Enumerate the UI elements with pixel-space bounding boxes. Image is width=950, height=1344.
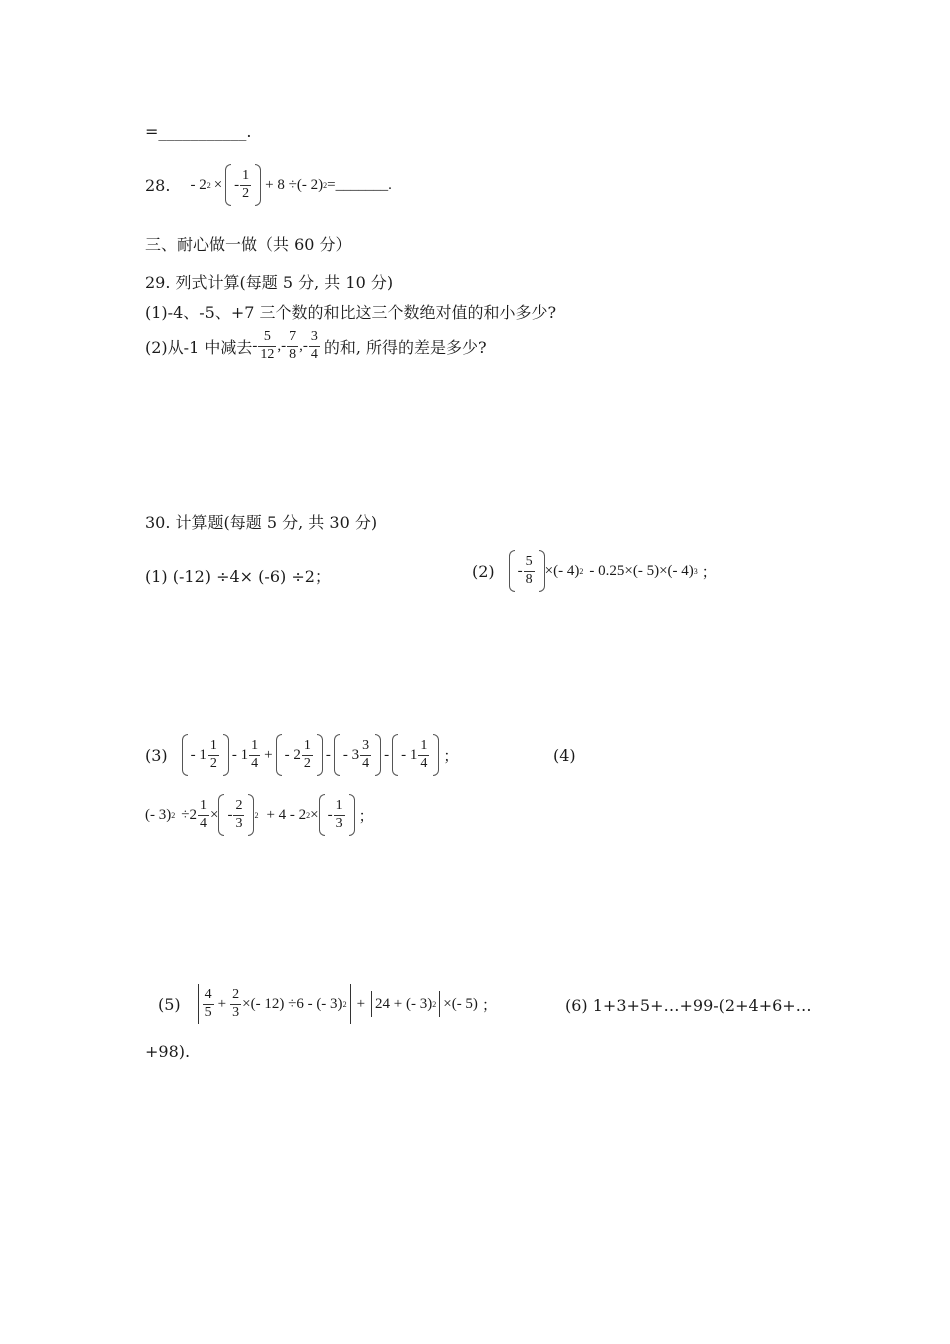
answer-line-27 (145, 122, 252, 141)
exponent: 2 (171, 810, 176, 820)
fraction-list (252, 330, 321, 362)
semicolon: ； (701, 564, 717, 581)
numerator: 3 (310, 329, 318, 344)
denominator: 5 (204, 1004, 212, 1020)
times-sign: × (209, 806, 219, 823)
term: + 4 - 2 (266, 806, 307, 823)
minus: - (252, 337, 258, 354)
exponent: 2 (579, 566, 584, 576)
numerator: 1 (209, 737, 217, 753)
term: ×(- 4) (544, 562, 580, 579)
question-number: 28. (145, 175, 171, 195)
numerator: 1 (242, 167, 250, 183)
fraction (258, 330, 276, 362)
minus: - (517, 562, 523, 579)
numerator: 1 (420, 737, 428, 753)
exponent: 2 (342, 999, 347, 1009)
part-text: (2)从-1 中减去 (145, 337, 253, 357)
fraction (360, 739, 371, 771)
semicolon: ； (443, 748, 459, 765)
parenthesized-mixed-number (392, 734, 439, 776)
section-heading: 三、耐心做一做（共 60 分） (145, 235, 352, 254)
fraction (249, 739, 260, 771)
fraction (302, 739, 313, 771)
semicolon: ； (358, 808, 374, 825)
plus-sign: + (264, 746, 273, 763)
term: - 1 (190, 746, 207, 763)
question-30-part-4 (145, 794, 374, 836)
minus: - (325, 746, 331, 763)
question-30-part-4-label: (4) (553, 746, 576, 765)
term: ×(- 12) ÷6 - (- 3) (242, 995, 343, 1012)
denominator: 4 (251, 755, 259, 771)
numerator: 2 (232, 986, 240, 1002)
denominator: 4 (420, 755, 428, 771)
term: + 8 ÷(- 2) (265, 176, 324, 193)
part-label: (5) (158, 994, 181, 1014)
part-3-expression (182, 734, 459, 776)
fraction (208, 739, 219, 771)
question-30-part-6: (6) 1+3+5+…+99-(2+4+6+… (565, 996, 812, 1015)
minus: - (227, 806, 233, 823)
exponent: 2 (432, 999, 437, 1009)
equals-sign: = (145, 122, 159, 141)
part-label: (2) (472, 561, 495, 581)
part-label: (3) (145, 745, 168, 765)
parenthesized-mixed-number (276, 734, 323, 776)
denominator: 2 (303, 755, 311, 771)
denominator: 3 (335, 815, 343, 831)
separator: ,- (277, 337, 287, 354)
fraction (198, 799, 209, 831)
equals-sign: = (327, 176, 336, 193)
exponent: 2 (306, 810, 311, 820)
fraction (203, 988, 214, 1020)
term: 24 + (- 3) (375, 995, 433, 1012)
term: - 1 (401, 746, 418, 763)
denominator: 3 (232, 1004, 240, 1020)
question-30-part-3 (145, 734, 458, 776)
denominator: 2 (242, 185, 250, 201)
parenthesized-fraction (319, 794, 355, 836)
denominator: 4 (310, 346, 318, 362)
times-sign: × (310, 806, 319, 823)
separator: ,- (299, 337, 308, 354)
denominator: 8 (289, 346, 297, 362)
times-sign: × (213, 176, 223, 193)
term: ÷2 (181, 806, 197, 823)
fraction (334, 799, 345, 831)
q28-expression (190, 164, 391, 206)
question-29-part-2 (145, 330, 487, 362)
question-30-part-1: (1) (-12) ÷4× (-6) ÷2； (145, 567, 331, 586)
semicolon: ； (481, 997, 497, 1014)
term: - 0.25×(- 5)×(- 4) (589, 562, 694, 579)
numerator: 7 (289, 329, 297, 344)
numerator: 5 (525, 553, 533, 569)
minus: - (384, 746, 390, 763)
exponent: 2 (254, 810, 259, 820)
parenthesized-fraction (218, 794, 254, 836)
fraction (287, 330, 298, 362)
part-2-expression (509, 550, 717, 592)
term: (- 3) (145, 806, 172, 823)
question-28 (145, 164, 392, 206)
part-text: 的和, 所得的差是多少? (323, 337, 487, 357)
part-4-expression (145, 794, 374, 836)
minus: - (234, 176, 240, 193)
parenthesized-fraction (225, 164, 261, 206)
numerator: 1 (303, 737, 311, 753)
fraction (418, 739, 429, 771)
numerator: 2 (235, 797, 243, 813)
denominator: 8 (525, 571, 533, 587)
question-30-title: 30. 计算题(每题 5 分, 共 30 分) (145, 513, 378, 532)
parenthesized-mixed-number (334, 734, 381, 776)
question-29-title: 29. 列式计算(每题 5 分, 共 10 分) (145, 273, 394, 292)
question-30-part-6-continued: +98). (145, 1042, 191, 1061)
exponent: 2 (206, 180, 211, 190)
question-30-part-2 (472, 550, 717, 592)
denominator: 3 (235, 815, 243, 831)
answer-blank: _______ (335, 176, 389, 193)
period: . (246, 122, 252, 141)
term: - 1 (231, 746, 249, 763)
denominator: 2 (209, 755, 217, 771)
numerator: 1 (335, 797, 343, 813)
numerator: 3 (362, 737, 370, 753)
fraction (524, 555, 535, 587)
term: - 2 (284, 746, 301, 763)
term: - 3 (342, 746, 360, 763)
plus-sign: + (217, 995, 227, 1012)
period: . (388, 176, 392, 193)
fraction (240, 169, 251, 201)
denominator: 4 (199, 815, 207, 831)
answer-blank: ___________ (158, 122, 247, 141)
fraction (233, 799, 244, 831)
fraction (309, 330, 320, 362)
parenthesized-mixed-number (182, 734, 229, 776)
part-5-expression (195, 984, 497, 1024)
parenthesized-fraction (509, 550, 545, 592)
plus-sign: + (356, 995, 366, 1012)
fraction (230, 988, 241, 1020)
question-29-part-1: (1)-4、-5、+7 三个数的和比这三个数绝对值的和小多少? (145, 303, 557, 322)
denominator: 12 (260, 346, 275, 362)
minus: - (327, 806, 333, 823)
term: - 2 (190, 176, 207, 193)
numerator: 5 (263, 329, 271, 344)
question-30-part-5 (158, 984, 497, 1024)
denominator: 4 (362, 755, 370, 771)
exponent: 2 (323, 180, 328, 190)
numerator: 4 (204, 986, 212, 1002)
term: ×(- 5) (443, 995, 478, 1012)
exponent: 3 (693, 566, 698, 576)
numerator: 1 (199, 797, 207, 813)
numerator: 1 (251, 737, 259, 753)
